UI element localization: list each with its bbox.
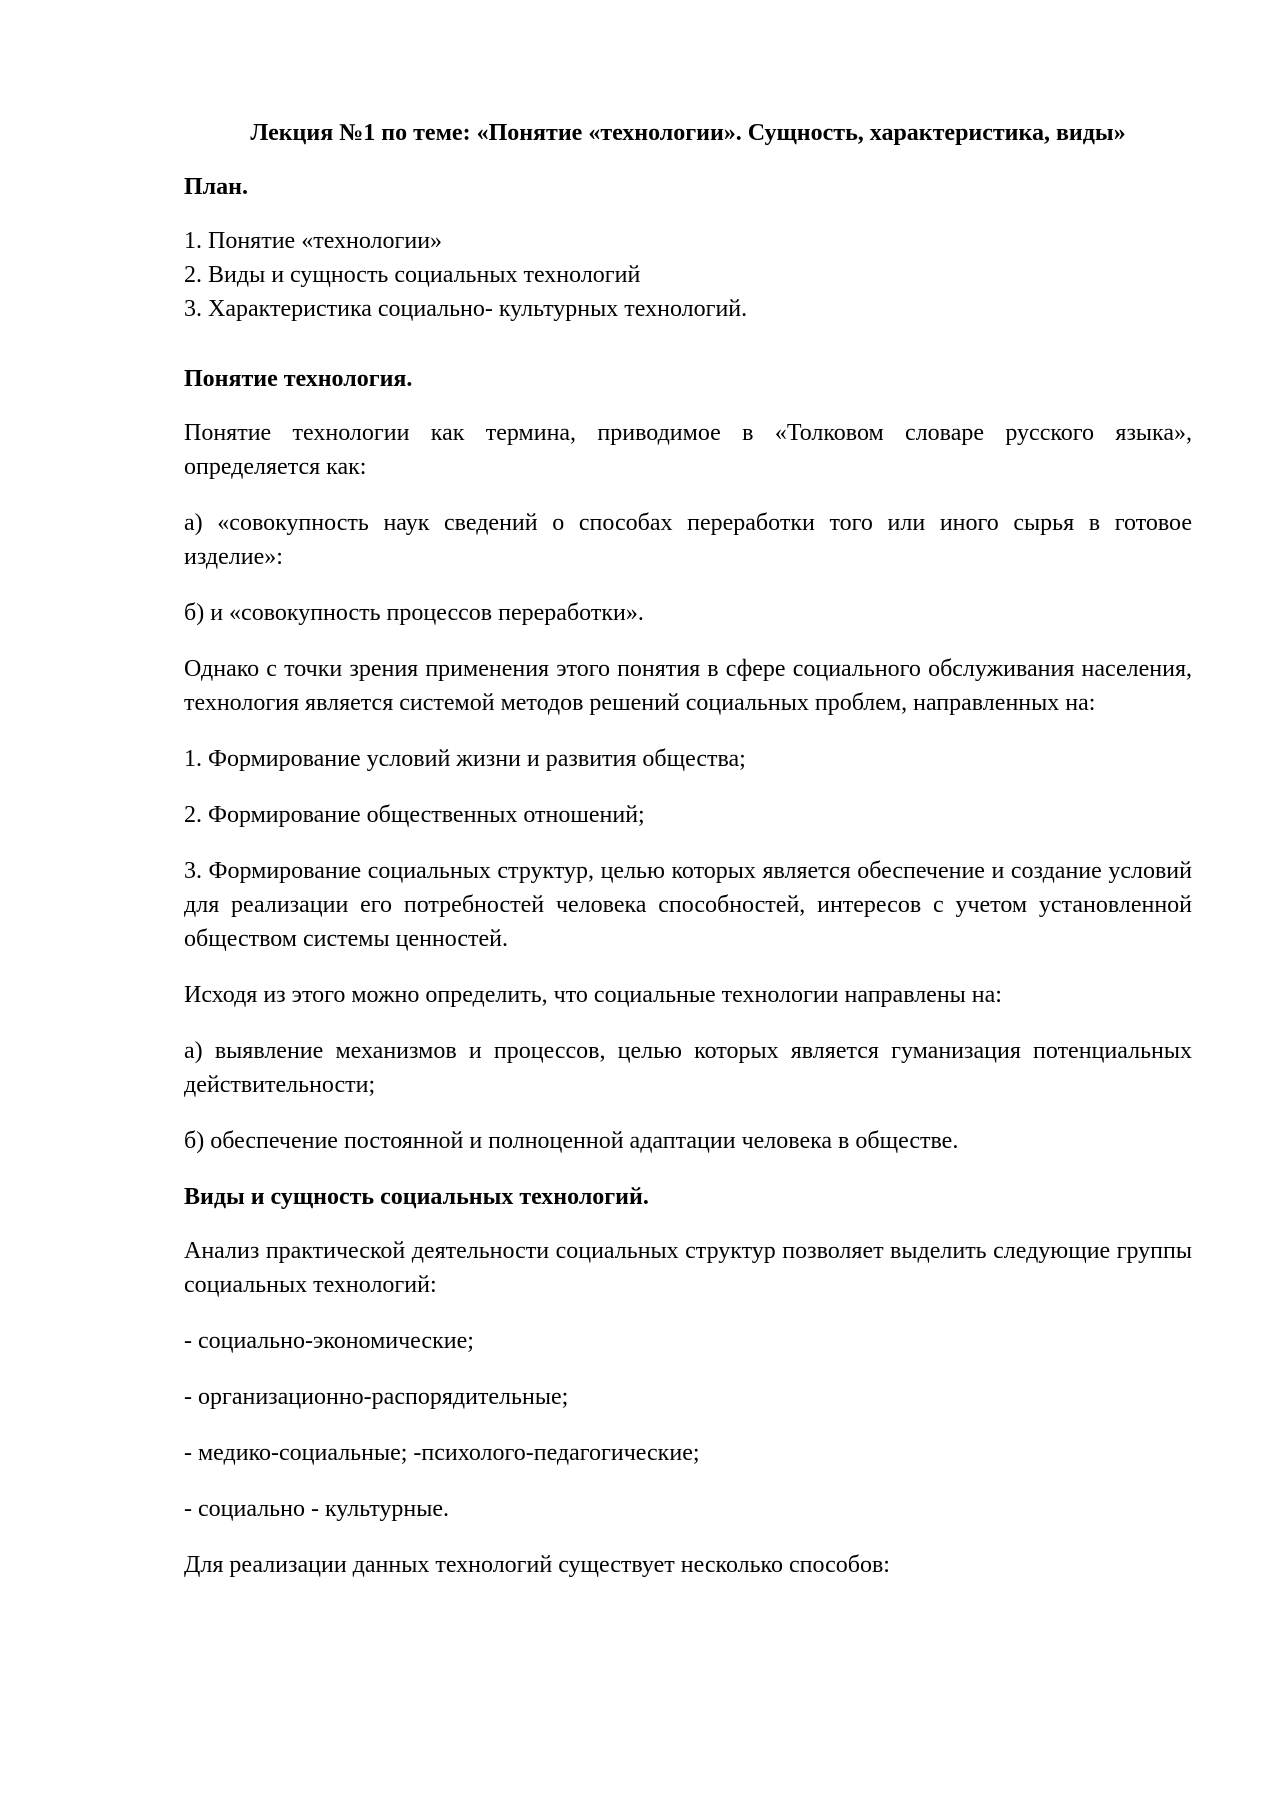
paragraph: Для реализации данных технологий существует несколько способов: — [184, 1552, 890, 1578]
paragraph: 3. Формирование социальных структур, целью которых является обеспечение и создание условий для реализации его потребностей человека способностей, интересов с учетом установленной обществом системы ценностей. — [184, 858, 1192, 952]
document-page — [184, 116, 1192, 1604]
paragraph: а) выявление механизмов и процессов, целью которых является гуманизация потенциальных действительности; — [184, 1038, 1192, 1098]
plan-item: 3. Характеристика социально- культурных технологий. — [184, 296, 748, 322]
section-heading-technology: Понятие технология. — [184, 366, 413, 392]
paragraph: Понятие технологии как термина, приводимое в «Толковом словаре русского языка», определяется как: — [184, 420, 1192, 480]
plan-item: 2. Виды и сущность социальных технологий — [184, 262, 641, 288]
list-item: - социально-экономические; — [184, 1328, 474, 1354]
plan-heading: План. — [184, 174, 248, 200]
lecture-title: Лекция №1 по теме: «Понятие «технологии». Сущность, характеристика, виды» — [250, 120, 1126, 146]
paragraph: Анализ практической деятельности социальных структур позволяет выделить следующие группы социальных технологий: — [184, 1238, 1192, 1298]
list-item: - медико-социальные; -психолого-педагогические; — [184, 1440, 700, 1466]
list-item: - организационно-распорядительные; — [184, 1384, 569, 1410]
paragraph: 1. Формирование условий жизни и развития общества; — [184, 746, 746, 772]
paragraph: а) «совокупность наук сведений о способах переработки того или иного сырья в готовое изделие»: — [184, 510, 1192, 570]
paragraph: Однако с точки зрения применения этого понятия в сфере социального обслуживания населения, технология является системой методов решений социальных проблем, направленных на: — [184, 656, 1192, 716]
paragraph: б) и «совокупность процессов переработки». — [184, 600, 644, 626]
paragraph: Исходя из этого можно определить, что социальные технологии направлены на: — [184, 982, 1002, 1008]
paragraph: б) обеспечение постоянной и полноценной адаптации человека в обществе. — [184, 1128, 959, 1154]
section-heading-types: Виды и сущность социальных технологий. — [184, 1184, 649, 1210]
plan-item: 1. Понятие «технологии» — [184, 228, 443, 254]
plan-list — [184, 224, 1192, 326]
list-item: - социально - культурные. — [184, 1496, 450, 1522]
paragraph: 2. Формирование общественных отношений; — [184, 802, 645, 828]
